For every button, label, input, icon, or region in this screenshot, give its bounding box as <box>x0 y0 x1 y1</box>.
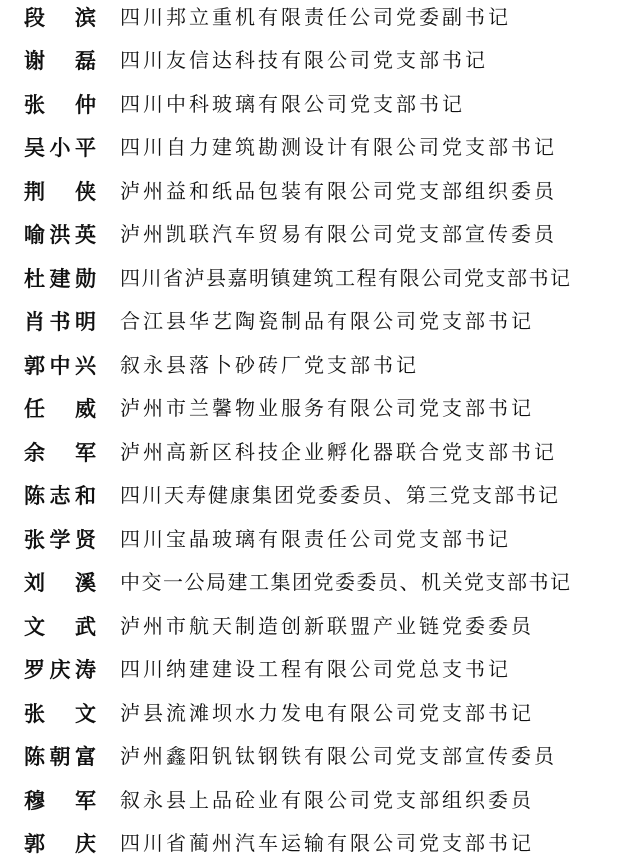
list-item <box>0 39 640 82</box>
member-name: 荆 侠 <box>24 179 96 204</box>
member-name: 刘 溪 <box>24 570 96 595</box>
member-organization: 四川友信达科技有限公司党支部书记 <box>120 48 488 72</box>
list-item <box>0 474 640 517</box>
member-name: 肖书明 <box>24 309 96 334</box>
member-name: 吴小平 <box>24 135 96 160</box>
member-organization: 叙永县落卜砂砖厂党支部书记 <box>120 353 419 377</box>
member-name: 张 仲 <box>24 92 96 117</box>
list-item <box>0 561 640 604</box>
member-name: 罗庆涛 <box>24 657 96 682</box>
list-item <box>0 822 640 865</box>
member-organization: 合江县华艺陶瓷制品有限公司党支部书记 <box>120 309 534 333</box>
member-name: 张 文 <box>24 701 96 726</box>
member-name: 张学贤 <box>24 527 96 552</box>
list-item <box>0 779 640 822</box>
member-organization: 四川天寿健康集团党委委员、第三党支部书记 <box>120 483 560 507</box>
member-organization: 泸州凯联汽车贸易有限公司党支部宣传委员 <box>120 222 557 246</box>
member-name: 穆 军 <box>24 788 96 813</box>
member-organization: 四川省泸县嘉明镇建筑工程有限公司党支部书记 <box>120 266 572 290</box>
member-name: 陈朝富 <box>24 744 96 769</box>
member-organization: 四川中科玻璃有限公司党支部书记 <box>120 92 465 116</box>
list-item <box>0 387 640 430</box>
list-item <box>0 170 640 213</box>
member-organization: 四川省蔺州汽车运输有限公司党支部书记 <box>120 831 534 855</box>
list-item <box>0 692 640 735</box>
list-item <box>0 648 640 691</box>
member-organization: 泸州市兰馨物业服务有限公司党支部书记 <box>120 396 534 420</box>
list-item <box>0 126 640 169</box>
member-organization: 泸州市航天制造创新联盟产业链党委委员 <box>120 614 534 638</box>
member-organization: 四川邦立重机有限责任公司党委副书记 <box>120 5 511 29</box>
list-item <box>0 431 640 474</box>
list-item <box>0 735 640 778</box>
member-name: 郭 庆 <box>24 831 96 856</box>
member-organization: 泸州益和纸品包装有限公司党支部组织委员 <box>120 179 557 203</box>
member-name: 喻洪英 <box>24 222 96 247</box>
list-item <box>0 605 640 648</box>
list-item <box>0 213 640 256</box>
member-organization: 四川宝晶玻璃有限责任公司党支部书记 <box>120 527 511 551</box>
member-organization: 四川纳建建设工程有限公司党总支书记 <box>120 657 511 681</box>
list-item <box>0 518 640 561</box>
member-organization: 泸县流滩坝水力发电有限公司党支部书记 <box>120 701 534 725</box>
member-name: 任 威 <box>24 396 96 421</box>
member-name: 段 滨 <box>24 5 96 30</box>
member-organization: 泸州高新区科技企业孵化器联合党支部书记 <box>120 440 557 464</box>
list-item <box>0 257 640 300</box>
member-name: 陈志和 <box>24 483 96 508</box>
member-name: 文 武 <box>24 614 96 639</box>
list-item <box>0 83 640 126</box>
member-name: 郭中兴 <box>24 353 96 378</box>
member-name: 余 军 <box>24 440 96 465</box>
member-organization: 中交一公局建工集团党委委员、机关党支部书记 <box>120 570 572 594</box>
member-organization: 叙永县上品砼业有限公司党支部组织委员 <box>120 788 534 812</box>
list-item <box>0 300 640 343</box>
member-name: 谢 磊 <box>24 48 96 73</box>
member-name: 杜建勋 <box>24 266 96 291</box>
member-organization: 泸州鑫阳钒钛钢铁有限公司党支部宣传委员 <box>120 744 557 768</box>
list-item <box>0 344 640 387</box>
member-organization: 四川自力建筑勘测设计有限公司党支部书记 <box>120 135 557 159</box>
list-item <box>0 0 640 39</box>
